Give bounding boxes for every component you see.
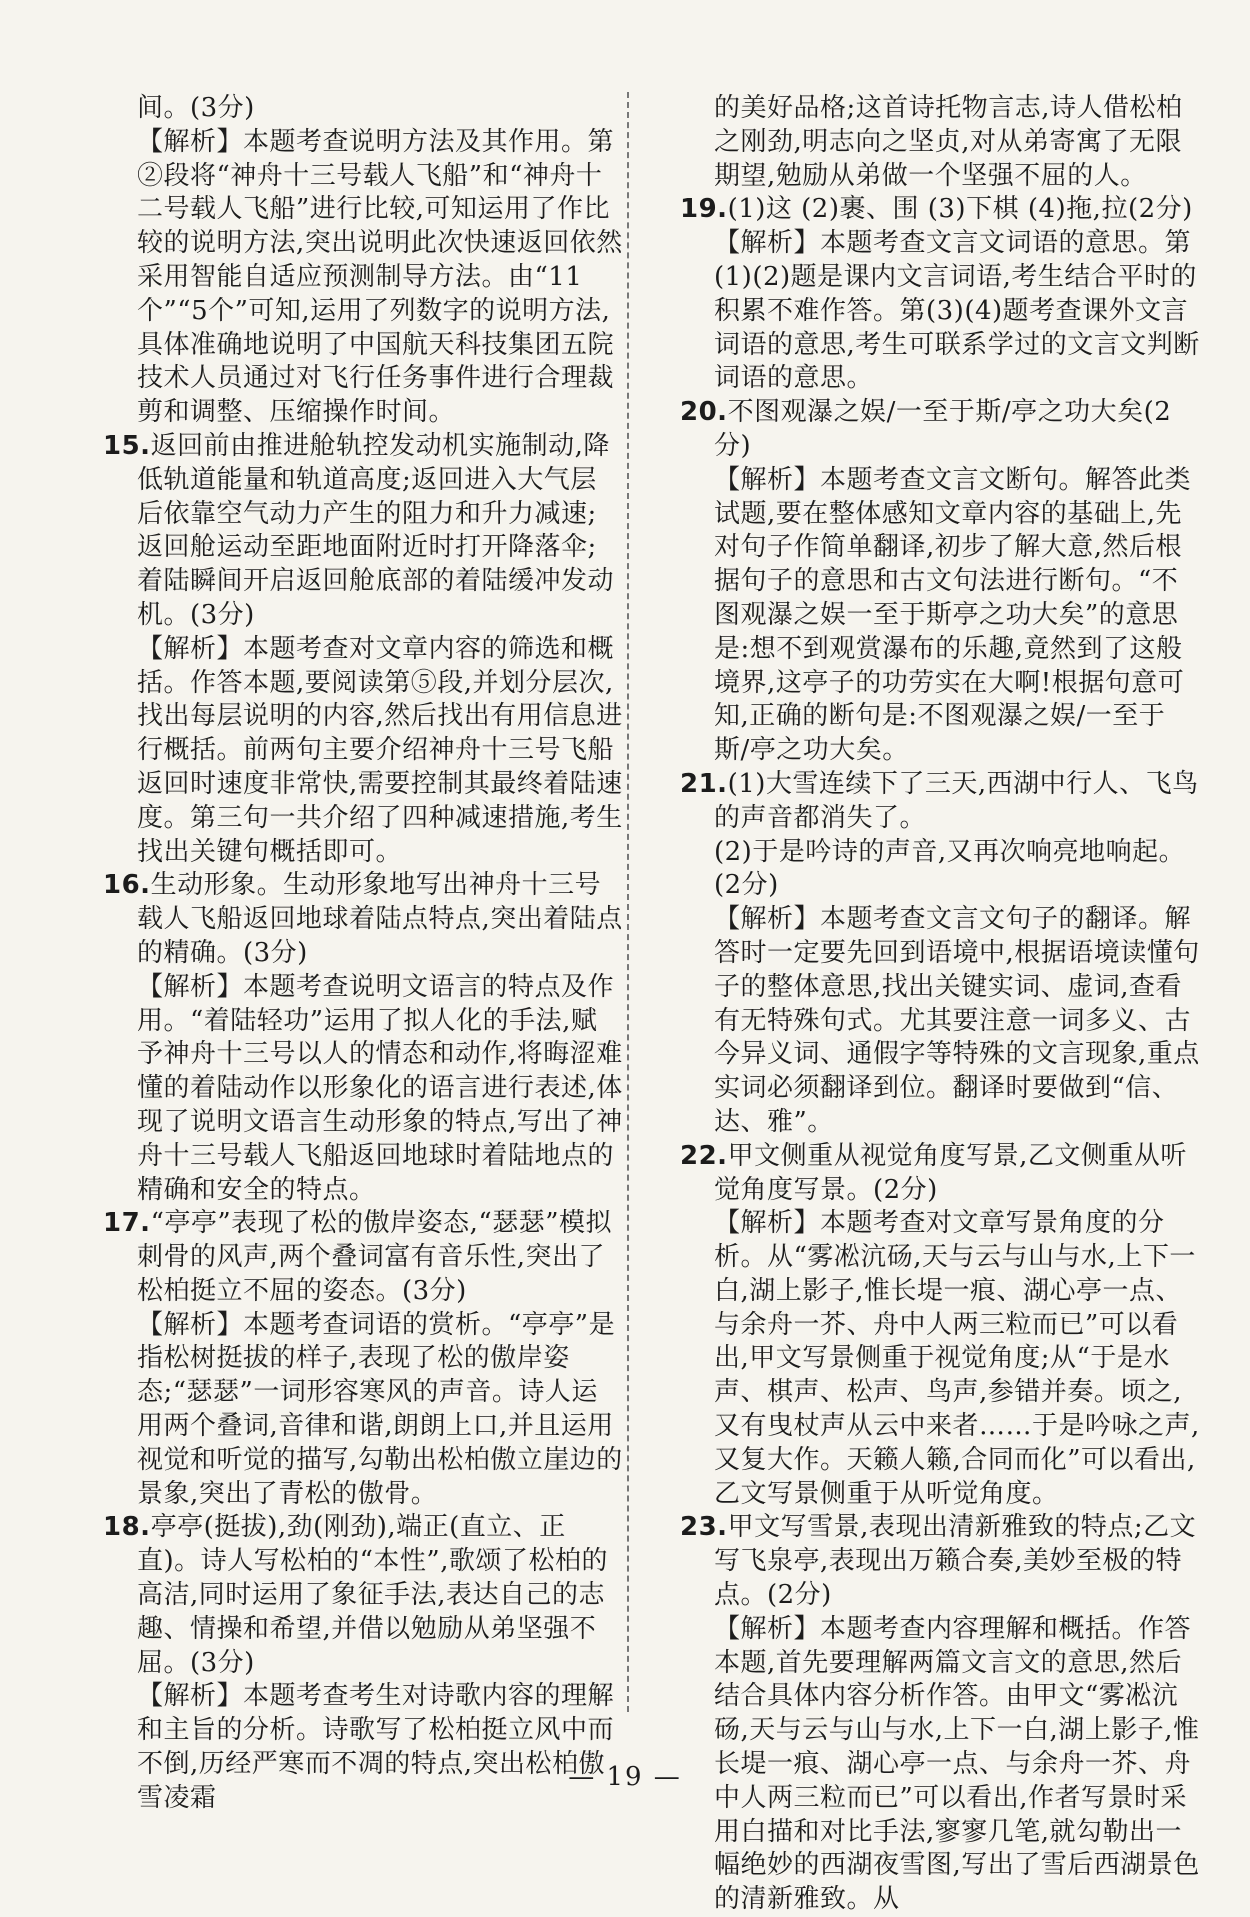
q23-answer-text: 甲文写雪景,表现出清新雅致的特点;乙文写飞泉亭,表现出万籁合奏,美妙至极的特点。(2分) — [714, 1512, 1197, 1611]
q18-analysis: 【解析】本题考查考生对诗歌内容的理解和主旨的分析。诗歌写了松柏挺立风中而不倒,历经严寒而不凋的特点,突出松柏傲雪凌霜 — [137, 1681, 615, 1813]
page-number: — 19 — — [568, 1762, 682, 1792]
q14-answer-tail: 间。(3分) — [137, 93, 255, 123]
q20-analysis: 【解析】本题考查文言文断句。解答此类试题,要在整体感知文章内容的基础上,先对句子作简单翻译,初步了解大意,然后根据句子的意思和古文句法进行断句。“不图观瀑之娱一至于斯亭之功大矣”的意思是:想不到观赏瀑布的乐趣,竟然到了这般境界,这亭子的功劳实在大啊!根据句意可知,正确的断句是:不图观瀑之娱/一至于斯/亭之功大矣。 — [714, 464, 1192, 766]
q18-number: 18. — [103, 1512, 151, 1543]
column-divider — [627, 92, 629, 1712]
q22-analysis: 【解析】本题考查对文章写景角度的分析。从“雾凇沆砀,天与云与山与水,上下一白,湖上影子,惟长堤一痕、湖心亭一点、与余舟一芥、舟中人两三粒而已”可以看出,甲文写景侧重于视觉角度;从“于是水声、棋声、松声、鸟声,参错并奏。顷之,又有曳杖声从云中来者……于是吟咏之声,又复大作。天籁人籁,合同而化”可以看出,乙文写景侧重于从听觉角度。 — [714, 1208, 1200, 1509]
q16-analysis: 【解析】本题考查说明文语言的特点及作用。“着陆轻功”运用了拟人化的手法,赋予神舟十三号以人的情态和动作,将晦涩难懂的着陆动作以形象化的语言进行表述,体现了说明文语言生动形象的特点,写出了神舟十三号载人飞船返回地球时着陆地点的精确和安全的特点。 — [137, 971, 623, 1205]
q23-analysis: 【解析】本题考查内容理解和概括。作答本题,首先要理解两篇文言文的意思,然后结合具体内容分析作答。由甲文“雾凇沆砀,天与云与山与水,上下一白,湖上影子,惟长堤一痕、湖心亭一点、与余舟一芥、舟中人两三粒而已”可以看出,作者写景时采用白描和对比手法,寥寥几笔,就勾勒出一幅绝妙的西湖夜雪图,写出了雪后西湖景色的清新雅致。从 — [714, 1613, 1200, 1915]
q21-answer — [680, 768, 1200, 836]
q17-answer — [103, 1207, 623, 1308]
q18-answer — [103, 1511, 623, 1680]
q22-number: 22. — [680, 1140, 728, 1171]
q23-answer — [680, 1511, 1200, 1612]
q18-answer-text: 亭亭(挺拔),劲(刚劲),端正(直立、正直)。诗人写松柏的“本性”,歌颂了松柏的高洁,同时运用了象征手法,表达自己的志趣、情操和希望,并借以勉励从弟坚强不屈。(3分) — [137, 1512, 608, 1678]
q19-analysis: 【解析】本题考查文言文词语的意思。第(1)(2)题是课内文言词语,考生结合平时的积累不难作答。第(3)(4)题考查课外文言词语的意思,考生可联系学过的文言文判断词语的意思。 — [714, 228, 1200, 394]
q21-answer-2: (2)于是吟诗的声音,又再次响亮地响起。(2分) — [714, 836, 1186, 901]
q15-analysis: 【解析】本题考查对文章内容的筛选和概括。作答本题,要阅读第⑤段,并划分层次,找出每层说明的内容,然后找出有用信息进行概括。前两句主要介绍神舟十三号飞船返回时速度非常快,需要控制其最终着陆速度。第三句一共介绍了四种减速措施,考生找出关键句概括即可。 — [137, 633, 623, 867]
q18-analysis-tail: 的美好品格;这首诗托物言志,诗人借松柏之刚劲,明志向之坚贞,对从弟寄寓了无限期望,勉励从弟做一个坚强不屈的人。 — [714, 93, 1183, 191]
q16-answer-text: 生动形象。生动形象地写出神舟十三号载人飞船返回地球着陆点特点,突出着陆点的精确。(3分) — [137, 870, 623, 968]
q16-number: 16. — [103, 870, 151, 901]
q19-answer — [680, 193, 1200, 227]
q21-answer-text-1: (1)大雪连续下了三天,西湖中行人、飞鸟的声音都消失了。 — [714, 768, 1199, 833]
q15-number: 15. — [103, 430, 151, 461]
q23-number: 23. — [680, 1512, 728, 1543]
q22-answer-text: 甲文侧重从视觉角度写景,乙文侧重从听觉角度写景。(2分) — [714, 1140, 1187, 1205]
q21-analysis: 【解析】本题考查文言文句子的翻译。解答时一定要先回到语境中,根据语境读懂句子的整体意思,找出关键实词、虚词,查看有无特殊句式。尤其要注意一词多义、古今异义词、通假字等特殊的文言现象,重点实词必须翻译到位。翻译时要做到“信、达、雅”。 — [714, 904, 1200, 1137]
q17-answer-text: “亭亭”表现了松的傲岸姿态,“瑟瑟”模拟刺骨的风声,两个叠词富有音乐性,突出了松柏挺立不屈的姿态。(3分) — [137, 1208, 612, 1306]
q17-number: 17. — [103, 1208, 151, 1239]
q16-answer — [103, 869, 623, 970]
q19-answer-text: (1)这 (2)裹、围 (3)下棋 (4)拖,拉(2分) — [727, 194, 1193, 225]
q22-answer — [680, 1140, 1200, 1208]
q17-analysis: 【解析】本题考查词语的赏析。“亭亭”是指松树挺拔的样子,表现了松的傲岸姿态;“瑟瑟”一词形容寒风的声音。诗人运用两个叠词,音律和谐,朗朗上口,并且运用视觉和听觉的描写,勾勒出松柏傲立崖边的景象,突出了青松的傲骨。 — [137, 1309, 623, 1509]
right-column — [680, 92, 1200, 1917]
q15-answer — [103, 430, 623, 633]
q21-number: 21. — [680, 768, 728, 799]
q14-analysis: 【解析】本题考查说明方法及其作用。第②段将“神舟十三号载人飞船”和“神舟十二号载人飞船”进行比较,可知运用了作比较的说明方法,突出说明此次快速返回依然采用智能自适应预测制导方法。由“11个”“5个”可知,运用了列数字的说明方法,具体准确地说明了中国航天科技集团五院技术人员通过对飞行任务事件进行合理裁剪和调整、压缩操作时间。 — [137, 126, 623, 428]
q19-number: 19. — [680, 194, 728, 225]
q20-number: 20. — [680, 397, 728, 428]
q15-answer-text: 返回前由推进舱轨控发动机实施制动,降低轨道能量和轨道高度;返回进入大气层后依靠空气动力产生的阻力和升力减速;返回舱运动至距地面附近时打开降落伞;着陆瞬间开启返回舱底部的着陆缓冲发动机。(3分) — [137, 430, 615, 630]
left-column — [103, 92, 623, 1816]
q20-answer — [680, 396, 1200, 464]
q20-answer-text: 不图观瀑之娱/一至于斯/亭之功大矣(2分) — [714, 397, 1172, 461]
